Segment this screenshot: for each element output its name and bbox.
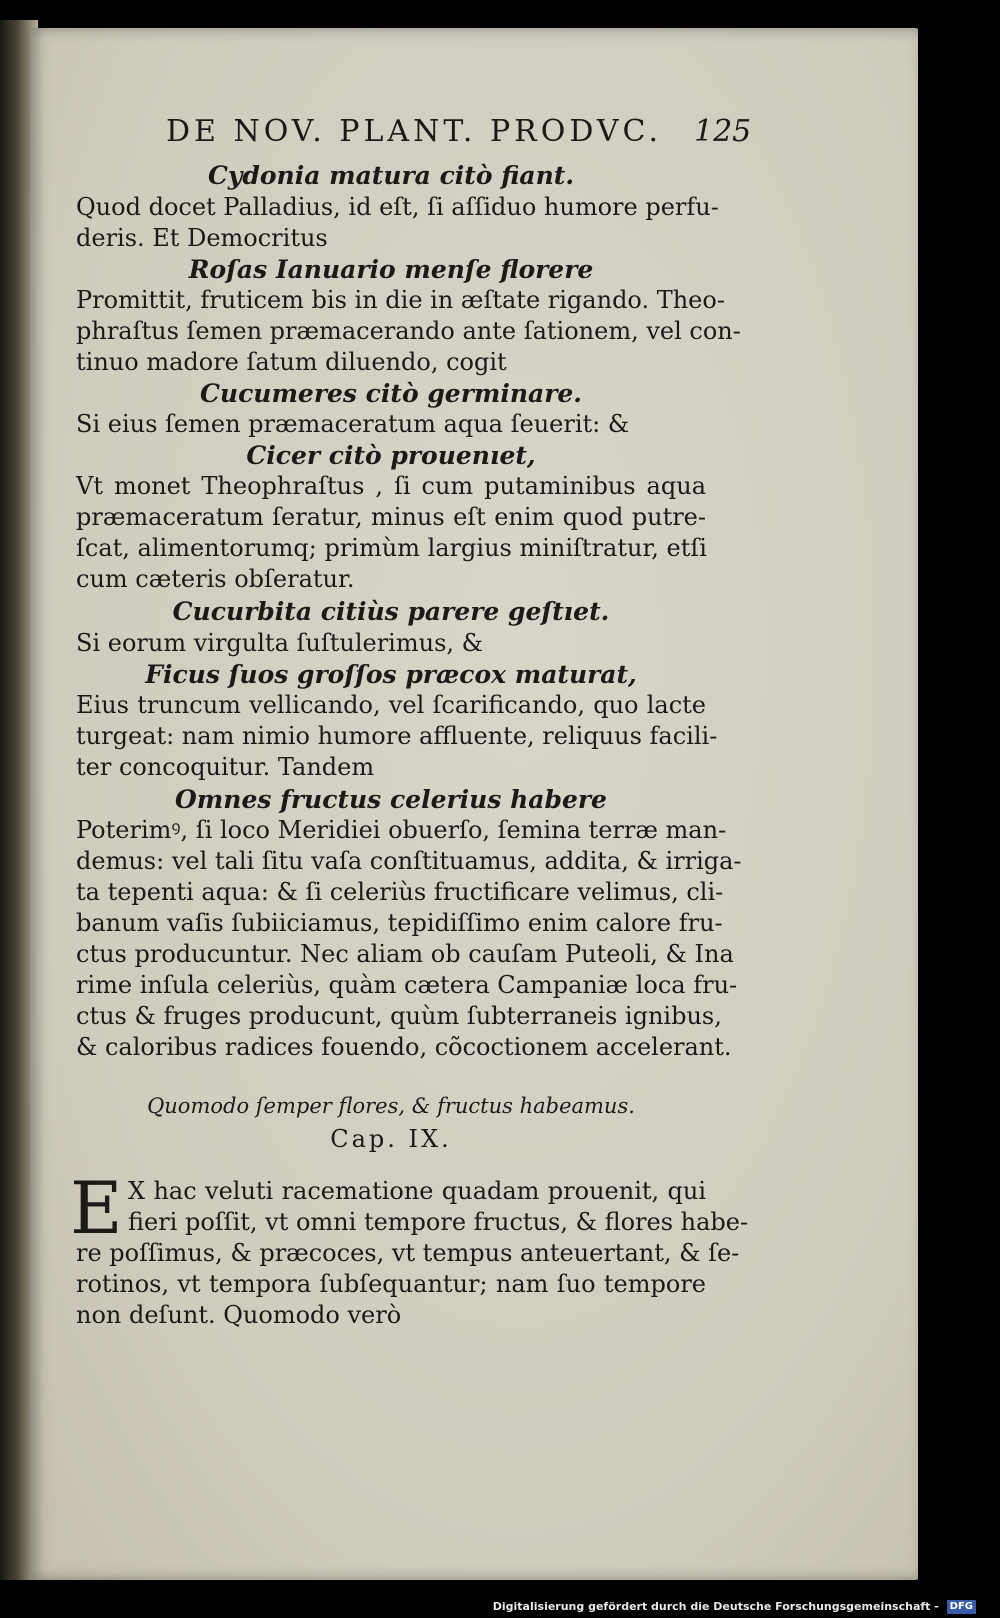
section-heading: Omnes fructus celerius habere xyxy=(175,785,607,814)
text-line: re poſſimus, & præcoces, vt tempus anteuertant, & ſe- xyxy=(76,1239,740,1267)
text-line: non deſunt. Quomodo verò xyxy=(76,1301,402,1329)
dfg-logo: DFG xyxy=(947,1600,976,1614)
text-line: Promittit, fruticem bis in die in æſtate rigando. Theo- xyxy=(76,286,725,314)
chapter-title: Quomodo ſemper flores, & fructus habeamus. xyxy=(147,1094,635,1118)
text-line: Eius truncum vellicando, vel ſcarificando, quo lacte xyxy=(76,691,706,719)
text-line: ſcat, alimentorumq; primùm largius miniſtratur, etſi xyxy=(76,534,707,562)
section-heading: Cucumeres citò germinare. xyxy=(200,379,582,408)
text-line: ctus & fruges producunt, quùm ſubterraneis ignibus, xyxy=(76,1002,722,1030)
text-line: ter concoquitur. Tandem xyxy=(76,753,375,781)
text-line: ctus producuntur. Nec aliam ob cauſam Puteoli, & Ina xyxy=(76,940,734,968)
section-heading: Ficus ſuos groſſos præcox maturat, xyxy=(145,660,637,689)
page-number: 125 xyxy=(694,114,752,149)
text-line: Quod docet Palladius, id eſt, ſi aſſiduo humore perfu- xyxy=(76,193,719,221)
section-heading: Roſas Ianuario menſe florere xyxy=(188,255,594,284)
text-line: ta tepenti aqua: & ſi celeriùs fructificare velimus, cli- xyxy=(76,878,724,906)
text-line: X hac veluti racematione quadam prouenit, qui xyxy=(128,1177,706,1205)
text-line: deris. Et Democritus xyxy=(76,224,328,252)
text-line: banum vaſis ſubiiciamus, tepidiſſimo enim calore fru- xyxy=(76,909,723,937)
text-line: & caloribus radices fouendo, cõcoctionem accelerant. xyxy=(76,1033,732,1061)
section-heading: Cucurbita citiùs parere geſtıet. xyxy=(172,597,610,626)
text-line: fieri poſſit, vt omni tempore fructus, & flores habe- xyxy=(128,1208,749,1236)
text-line: rotinos, vt tempora ſubſequantur; nam ſuo tempore xyxy=(76,1270,706,1298)
text-line: Si eorum virgulta ſuſtulerimus, & xyxy=(76,629,484,657)
text-line: tinuo madore ſatum diluendo, cogit xyxy=(76,348,507,376)
drop-capital: E xyxy=(70,1166,123,1250)
digitization-credit xyxy=(493,1600,976,1616)
book-page xyxy=(30,28,918,1580)
section-heading: Cicer citò prouenıet, xyxy=(246,441,536,470)
text-line: demus: vel tali ſitu vaſa conſtituamus, addita, & irriga- xyxy=(76,847,742,875)
text-line: turgeat: nam nimio humore affluente, reliquus facili- xyxy=(76,722,718,750)
text-line: Vt monet Theophraſtus , ſi cum putaminibus aqua xyxy=(76,472,706,500)
credit-text: Digitalisierung gefördert durch die Deutsche Forschungsgemeinschaft - xyxy=(492,1600,939,1613)
text-line: cum cæteris obſeratur. xyxy=(76,565,355,593)
chapter-number: Cap. IX. xyxy=(330,1125,452,1153)
section-heading: Cydonia matura citò fiant. xyxy=(207,161,575,190)
running-title: DE NOV. PLANT. PRODVC. xyxy=(166,114,662,149)
text-line: rime inſula celeriùs, quàm cætera Campaniæ loca fru- xyxy=(76,971,738,999)
text-line: phraſtus ſemen præmacerando ante ſationem, vel con- xyxy=(76,317,741,345)
text-line: Si eius ſemen præmaceratum aqua ſeuerit: & xyxy=(76,410,630,438)
text-line: Poterimꝰ, ſi loco Meridiei obuerſo, ſemina terræ man- xyxy=(76,816,727,844)
text-line: præmaceratum ſeratur, minus eſt enim quod putre- xyxy=(76,503,706,531)
